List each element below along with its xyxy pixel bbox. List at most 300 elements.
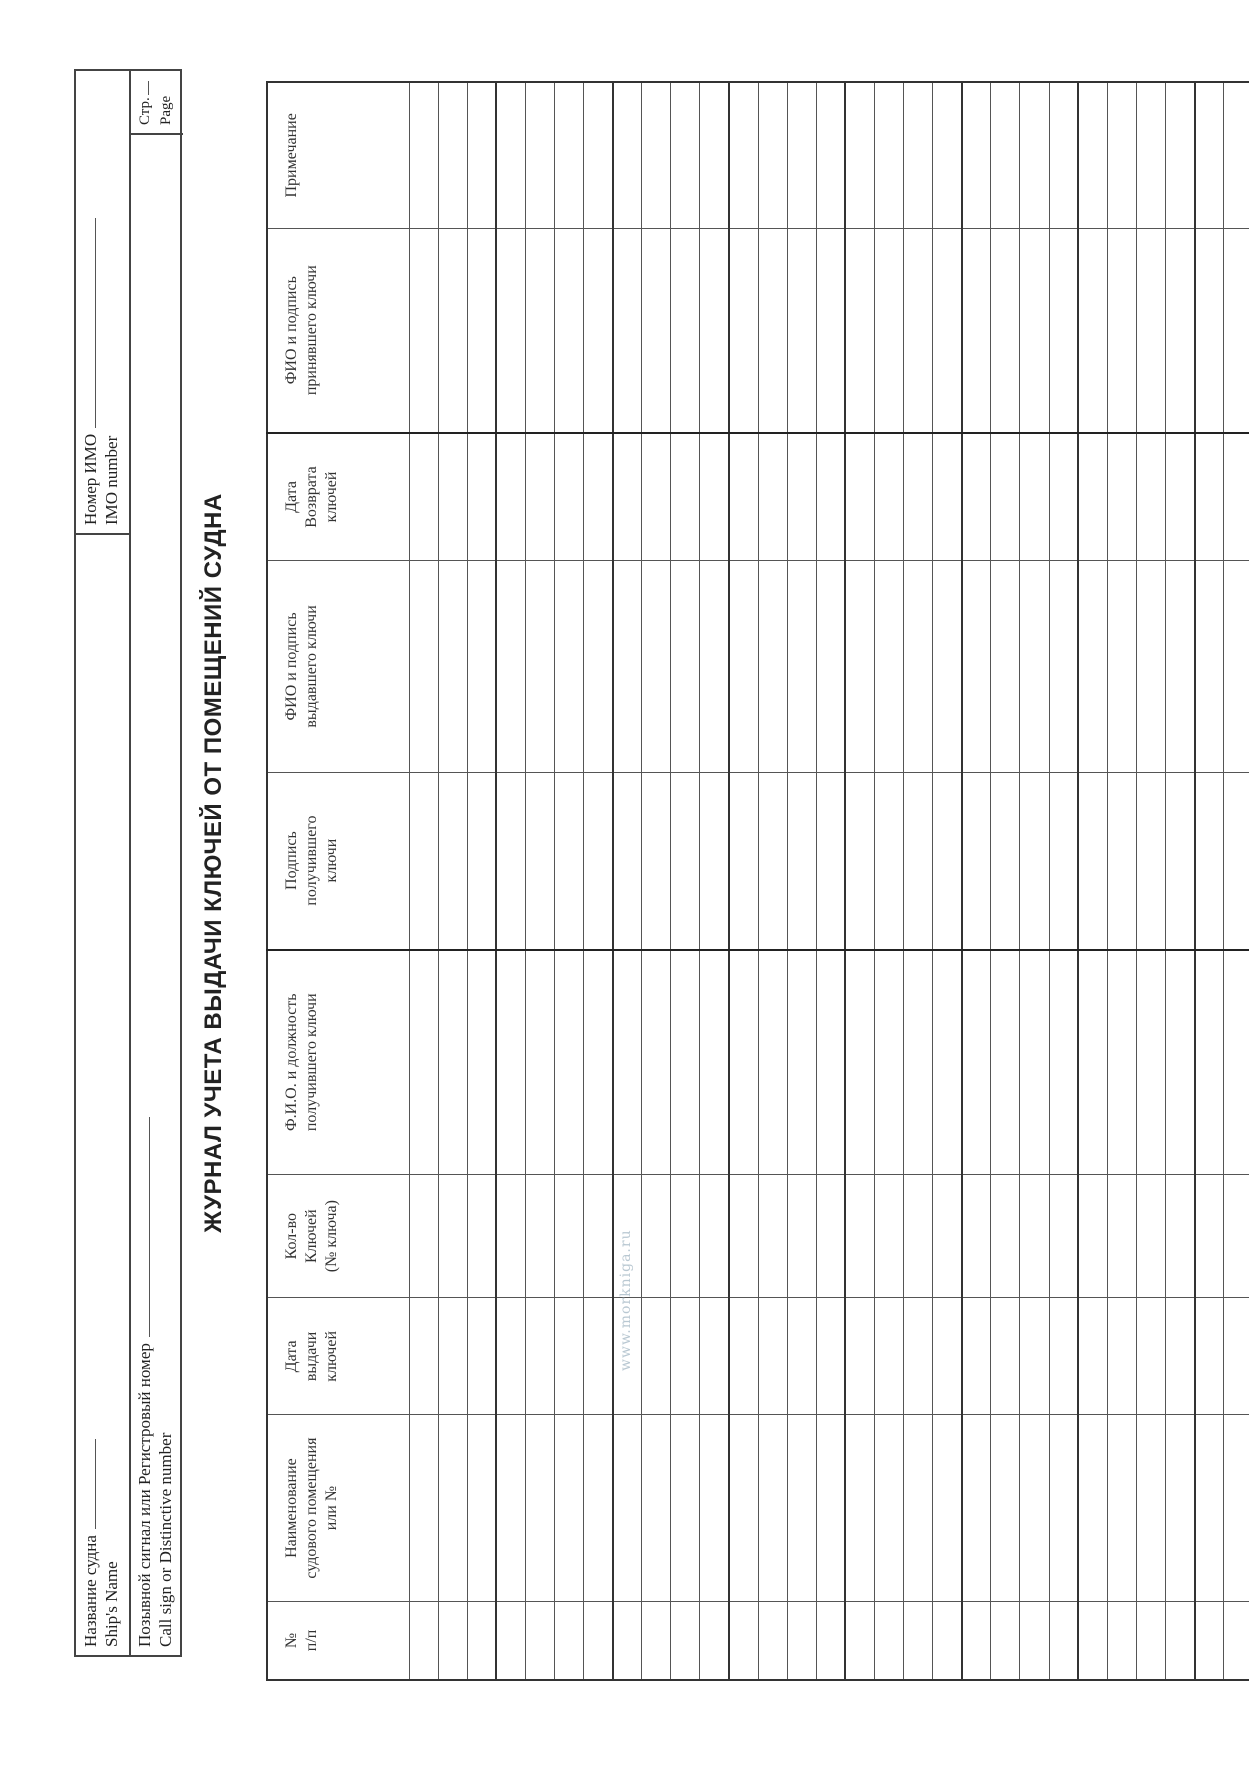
- table-cell[interactable]: [496, 950, 525, 1175]
- table-cell[interactable]: [962, 1174, 991, 1298]
- table-cell[interactable]: [554, 561, 583, 772]
- table-cell[interactable]: [1078, 1298, 1107, 1415]
- table-cell[interactable]: [1107, 1298, 1136, 1415]
- table-cell[interactable]: [1165, 772, 1194, 950]
- table-cell[interactable]: [525, 1415, 554, 1602]
- table-cell[interactable]: [933, 82, 962, 228]
- table-cell[interactable]: [1107, 1174, 1136, 1298]
- table-cell[interactable]: [525, 1601, 554, 1680]
- table-cell[interactable]: [642, 82, 671, 228]
- table-cell[interactable]: [467, 228, 496, 433]
- table-cell[interactable]: [875, 1298, 904, 1415]
- table-cell[interactable]: [700, 1601, 729, 1680]
- table-cell[interactable]: [991, 1601, 1020, 1680]
- table-cell[interactable]: [845, 228, 874, 433]
- table-cell[interactable]: [584, 82, 613, 228]
- table-cell[interactable]: [787, 433, 816, 561]
- table-cell[interactable]: [816, 561, 845, 772]
- table-cell[interactable]: [496, 1601, 525, 1680]
- table-cell[interactable]: [1107, 561, 1136, 772]
- table-cell[interactable]: [671, 82, 700, 228]
- table-cell[interactable]: [875, 950, 904, 1175]
- table-cell[interactable]: [671, 228, 700, 433]
- table-cell[interactable]: [1165, 561, 1194, 772]
- table-cell[interactable]: [845, 950, 874, 1175]
- table-cell[interactable]: [496, 82, 525, 228]
- table-cell[interactable]: [991, 772, 1020, 950]
- table-cell[interactable]: [729, 1174, 758, 1298]
- table-cell[interactable]: [700, 1174, 729, 1298]
- call-sign-label-en: Call sign or Distinctive number: [156, 1432, 175, 1647]
- table-cell[interactable]: [1020, 561, 1049, 772]
- table-cell[interactable]: [933, 1415, 962, 1602]
- table-cell[interactable]: [1165, 228, 1194, 433]
- table-cell[interactable]: [1136, 1415, 1165, 1602]
- table-cell[interactable]: [991, 1174, 1020, 1298]
- table-cell[interactable]: [642, 950, 671, 1175]
- table-cell[interactable]: [991, 1298, 1020, 1415]
- table-cell[interactable]: [438, 1415, 467, 1602]
- table-cell[interactable]: [1049, 1298, 1078, 1415]
- imo-number-field[interactable]: [76, 71, 129, 535]
- table-cell[interactable]: [438, 950, 467, 1175]
- table-cell[interactable]: [584, 772, 613, 950]
- table-cell[interactable]: [438, 82, 467, 228]
- table-cell[interactable]: [729, 228, 758, 433]
- table-cell[interactable]: [816, 772, 845, 950]
- table-cell[interactable]: [1195, 950, 1224, 1175]
- table-cell[interactable]: [496, 1415, 525, 1602]
- table-cell[interactable]: [1049, 228, 1078, 433]
- table-cell[interactable]: [904, 433, 933, 561]
- table-cell[interactable]: [1078, 950, 1107, 1175]
- table-cell[interactable]: [1107, 1415, 1136, 1602]
- table-cell[interactable]: [758, 1415, 787, 1602]
- table-cell[interactable]: [467, 1174, 496, 1298]
- table-cell[interactable]: [1049, 772, 1078, 950]
- table-cell[interactable]: [1224, 1174, 1249, 1298]
- table-cell[interactable]: [1195, 82, 1224, 228]
- table-cell[interactable]: [496, 1298, 525, 1415]
- table-cell[interactable]: [496, 433, 525, 561]
- table-cell[interactable]: [554, 228, 583, 433]
- table-cell[interactable]: [671, 772, 700, 950]
- table-cell[interactable]: [554, 1415, 583, 1602]
- table-cell[interactable]: [584, 561, 613, 772]
- table-cell[interactable]: [1020, 433, 1049, 561]
- table-cell[interactable]: [1078, 228, 1107, 433]
- table-cell[interactable]: [729, 1601, 758, 1680]
- table-row: [613, 82, 642, 1680]
- table-cell[interactable]: [642, 433, 671, 561]
- table-cell[interactable]: [933, 772, 962, 950]
- table-cell[interactable]: [875, 1601, 904, 1680]
- page-number-field[interactable]: [130, 71, 183, 135]
- table-cell[interactable]: [1020, 772, 1049, 950]
- table-cell[interactable]: [816, 1415, 845, 1602]
- table-cell[interactable]: [933, 1601, 962, 1680]
- table-cell[interactable]: [904, 1601, 933, 1680]
- table-cell[interactable]: [409, 1298, 438, 1415]
- table-cell[interactable]: [875, 1174, 904, 1298]
- table-cell[interactable]: [671, 433, 700, 561]
- table-cell[interactable]: [933, 950, 962, 1175]
- table-cell[interactable]: [467, 950, 496, 1175]
- table-cell[interactable]: [904, 1298, 933, 1415]
- table-cell[interactable]: [409, 1415, 438, 1602]
- table-cell[interactable]: [875, 82, 904, 228]
- table-cell[interactable]: [787, 82, 816, 228]
- table-cell[interactable]: [700, 1298, 729, 1415]
- table-cell[interactable]: [962, 228, 991, 433]
- table-cell[interactable]: [409, 561, 438, 772]
- table-cell[interactable]: [554, 1298, 583, 1415]
- table-cell[interactable]: [845, 1601, 874, 1680]
- table-cell[interactable]: [584, 1298, 613, 1415]
- table-cell[interactable]: [787, 950, 816, 1175]
- table-cell[interactable]: [875, 228, 904, 433]
- table-cell[interactable]: [525, 433, 554, 561]
- table-cell[interactable]: [787, 1174, 816, 1298]
- table-cell[interactable]: [1078, 82, 1107, 228]
- table-cell[interactable]: [1049, 433, 1078, 561]
- table-cell[interactable]: [787, 1298, 816, 1415]
- table-cell[interactable]: [554, 433, 583, 561]
- table-cell[interactable]: [845, 1415, 874, 1602]
- table-cell[interactable]: [1165, 1415, 1194, 1602]
- table-cell[interactable]: [962, 1415, 991, 1602]
- table-cell[interactable]: [642, 1298, 671, 1415]
- table-cell[interactable]: [642, 1601, 671, 1680]
- table-cell[interactable]: [1224, 433, 1249, 561]
- table-cell[interactable]: [845, 1298, 874, 1415]
- table-cell[interactable]: [1078, 1415, 1107, 1602]
- table-cell[interactable]: [758, 1174, 787, 1298]
- table-cell[interactable]: [758, 433, 787, 561]
- table-cell[interactable]: [496, 772, 525, 950]
- table-cell[interactable]: [613, 950, 642, 1175]
- table-cell[interactable]: [1195, 1174, 1224, 1298]
- table-cell[interactable]: [991, 433, 1020, 561]
- table-cell[interactable]: [584, 1415, 613, 1602]
- table-cell[interactable]: [1107, 228, 1136, 433]
- table-cell[interactable]: [1195, 228, 1224, 433]
- table-cell[interactable]: [642, 228, 671, 433]
- table-cell[interactable]: [1107, 82, 1136, 228]
- table-cell[interactable]: [787, 772, 816, 950]
- table-cell[interactable]: [1224, 561, 1249, 772]
- table-cell[interactable]: [671, 950, 700, 1175]
- table-cell[interactable]: [962, 1601, 991, 1680]
- table-cell[interactable]: [554, 1601, 583, 1680]
- table-cell[interactable]: [933, 1174, 962, 1298]
- table-cell[interactable]: [496, 228, 525, 433]
- table-cell[interactable]: [584, 1601, 613, 1680]
- table-cell[interactable]: [845, 772, 874, 950]
- table-cell[interactable]: [904, 228, 933, 433]
- table-cell[interactable]: [1224, 1415, 1249, 1602]
- table-cell[interactable]: [758, 1298, 787, 1415]
- table-cell[interactable]: [991, 82, 1020, 228]
- table-cell[interactable]: [1049, 82, 1078, 228]
- table-cell[interactable]: [729, 561, 758, 772]
- table-cell[interactable]: [467, 1601, 496, 1680]
- table-cell[interactable]: [671, 561, 700, 772]
- table-cell[interactable]: [962, 433, 991, 561]
- table-cell[interactable]: [1136, 772, 1165, 950]
- table-cell[interactable]: [991, 561, 1020, 772]
- table-cell[interactable]: [1078, 1174, 1107, 1298]
- table-cell[interactable]: [904, 950, 933, 1175]
- table-cell[interactable]: [787, 1601, 816, 1680]
- table-cell[interactable]: [1136, 1298, 1165, 1415]
- table-cell[interactable]: [613, 433, 642, 561]
- table-cell[interactable]: [1107, 433, 1136, 561]
- header-row-ship: [76, 71, 131, 1655]
- table-cell[interactable]: [991, 1415, 1020, 1602]
- table-cell[interactable]: [758, 1601, 787, 1680]
- table-cell[interactable]: [875, 433, 904, 561]
- table-cell[interactable]: [671, 1174, 700, 1298]
- table-cell[interactable]: [1020, 1415, 1049, 1602]
- table-cell[interactable]: [584, 950, 613, 1175]
- table-cell[interactable]: [962, 561, 991, 772]
- table-cell[interactable]: [496, 1174, 525, 1298]
- table-cell[interactable]: [1136, 950, 1165, 1175]
- table-cell[interactable]: [1020, 950, 1049, 1175]
- table-cell[interactable]: [1049, 950, 1078, 1175]
- table-cell[interactable]: [642, 1415, 671, 1602]
- table-cell[interactable]: [1136, 433, 1165, 561]
- table-cell[interactable]: [1195, 772, 1224, 950]
- table-cell[interactable]: [700, 950, 729, 1175]
- table-cell[interactable]: [904, 1174, 933, 1298]
- table-row: [1107, 82, 1136, 1680]
- table-cell[interactable]: [1224, 1601, 1249, 1680]
- table-cell[interactable]: [1020, 1601, 1049, 1680]
- table-cell[interactable]: [671, 1298, 700, 1415]
- table-cell[interactable]: [409, 433, 438, 561]
- table-cell[interactable]: [758, 561, 787, 772]
- table-cell[interactable]: [525, 1174, 554, 1298]
- table-cell[interactable]: [816, 82, 845, 228]
- table-cell[interactable]: [758, 82, 787, 228]
- table-cell[interactable]: [642, 561, 671, 772]
- table-cell[interactable]: [554, 950, 583, 1175]
- table-cell[interactable]: [787, 228, 816, 433]
- table-cell[interactable]: [1165, 1174, 1194, 1298]
- table-cell[interactable]: [904, 82, 933, 228]
- table-cell[interactable]: [1224, 1298, 1249, 1415]
- header-row-call-sign: [130, 71, 183, 1655]
- table-cell[interactable]: [1078, 1601, 1107, 1680]
- table-cell[interactable]: [438, 561, 467, 772]
- table-cell[interactable]: [642, 1174, 671, 1298]
- table-cell[interactable]: [1078, 772, 1107, 950]
- table-header-row: [267, 82, 409, 1680]
- table-cell[interactable]: [845, 433, 874, 561]
- table-cell[interactable]: [671, 1601, 700, 1680]
- table-cell[interactable]: [962, 950, 991, 1175]
- table-cell[interactable]: [525, 228, 554, 433]
- table-cell[interactable]: [1078, 433, 1107, 561]
- table-cell[interactable]: [758, 228, 787, 433]
- table-cell[interactable]: [729, 82, 758, 228]
- table-cell[interactable]: [409, 82, 438, 228]
- table-cell[interactable]: [816, 950, 845, 1175]
- table-cell[interactable]: [1136, 1601, 1165, 1680]
- call-sign-field[interactable]: [130, 135, 183, 1655]
- table-cell[interactable]: [904, 772, 933, 950]
- table-cell[interactable]: [438, 228, 467, 433]
- table-cell[interactable]: [584, 433, 613, 561]
- table-cell[interactable]: [816, 228, 845, 433]
- table-cell[interactable]: [525, 82, 554, 228]
- table-cell[interactable]: [962, 82, 991, 228]
- table-cell[interactable]: [467, 561, 496, 772]
- table-cell[interactable]: [700, 433, 729, 561]
- table-cell[interactable]: [700, 772, 729, 950]
- table-cell[interactable]: [1195, 561, 1224, 772]
- table-cell[interactable]: [933, 1298, 962, 1415]
- table-cell[interactable]: [962, 1298, 991, 1415]
- table-cell[interactable]: [904, 561, 933, 772]
- table-cell[interactable]: [700, 561, 729, 772]
- table-cell[interactable]: [787, 561, 816, 772]
- table-cell[interactable]: [933, 228, 962, 433]
- table-cell[interactable]: [671, 1415, 700, 1602]
- table-cell[interactable]: [1195, 1601, 1224, 1680]
- table-cell[interactable]: [729, 433, 758, 561]
- table-cell[interactable]: [438, 1174, 467, 1298]
- table-cell[interactable]: [933, 561, 962, 772]
- table-cell[interactable]: [584, 1174, 613, 1298]
- table-cell[interactable]: [729, 1298, 758, 1415]
- table-cell[interactable]: [438, 1298, 467, 1415]
- key-issue-log-table: [266, 81, 1249, 1681]
- table-cell[interactable]: [904, 1415, 933, 1602]
- table-cell[interactable]: [816, 433, 845, 561]
- table-cell[interactable]: [991, 950, 1020, 1175]
- table-cell[interactable]: [1165, 433, 1194, 561]
- table-cell[interactable]: [496, 561, 525, 772]
- table-cell[interactable]: [729, 1415, 758, 1602]
- table-cell[interactable]: [962, 772, 991, 950]
- table-cell[interactable]: [613, 1601, 642, 1680]
- table-cell[interactable]: [845, 82, 874, 228]
- table-cell[interactable]: [1049, 1415, 1078, 1602]
- table-cell[interactable]: [816, 1601, 845, 1680]
- table-cell[interactable]: [816, 1174, 845, 1298]
- table-cell[interactable]: [409, 1174, 438, 1298]
- table-cell[interactable]: [613, 772, 642, 950]
- table-cell[interactable]: [525, 561, 554, 772]
- table-cell[interactable]: [816, 1298, 845, 1415]
- table-cell[interactable]: [787, 1415, 816, 1602]
- table-cell[interactable]: [409, 772, 438, 950]
- table-cell[interactable]: [467, 772, 496, 950]
- table-cell[interactable]: [1165, 950, 1194, 1175]
- table-cell[interactable]: [1165, 82, 1194, 228]
- table-cell[interactable]: [1049, 561, 1078, 772]
- table-cell[interactable]: [613, 82, 642, 228]
- table-cell[interactable]: [1020, 82, 1049, 228]
- table-cell[interactable]: [409, 950, 438, 1175]
- table-cell[interactable]: [554, 1174, 583, 1298]
- table-cell[interactable]: [467, 1298, 496, 1415]
- table-cell[interactable]: [1107, 772, 1136, 950]
- table-cell[interactable]: [1165, 1298, 1194, 1415]
- table-cell[interactable]: [1136, 228, 1165, 433]
- table-cell[interactable]: [1224, 228, 1249, 433]
- table-cell[interactable]: [875, 772, 904, 950]
- table-cell[interactable]: [1020, 1174, 1049, 1298]
- ship-name-field[interactable]: [76, 535, 129, 1655]
- table-cell[interactable]: [1195, 433, 1224, 561]
- table-cell[interactable]: [438, 772, 467, 950]
- table-cell[interactable]: [1224, 82, 1249, 228]
- table-cell[interactable]: [642, 772, 671, 950]
- table-cell[interactable]: [875, 1415, 904, 1602]
- table-cell[interactable]: [467, 82, 496, 228]
- table-cell[interactable]: [613, 1415, 642, 1602]
- table-cell[interactable]: [991, 228, 1020, 433]
- table-cell[interactable]: [1136, 561, 1165, 772]
- table-cell[interactable]: [467, 1415, 496, 1602]
- table-cell[interactable]: [729, 950, 758, 1175]
- table-cell[interactable]: [554, 772, 583, 950]
- table-cell[interactable]: [933, 433, 962, 561]
- table-cell[interactable]: [845, 1174, 874, 1298]
- table-cell[interactable]: [1165, 1601, 1194, 1680]
- table-cell[interactable]: [525, 1298, 554, 1415]
- table-cell[interactable]: [1020, 1298, 1049, 1415]
- table-cell[interactable]: [525, 772, 554, 950]
- table-cell[interactable]: [554, 82, 583, 228]
- table-cell[interactable]: [1195, 1298, 1224, 1415]
- table-cell[interactable]: [438, 433, 467, 561]
- table-cell[interactable]: [1136, 1174, 1165, 1298]
- table-cell[interactable]: [845, 561, 874, 772]
- table-cell[interactable]: [584, 228, 613, 433]
- table-cell[interactable]: [700, 1415, 729, 1602]
- table-cell[interactable]: [409, 1601, 438, 1680]
- table-cell[interactable]: [1049, 1601, 1078, 1680]
- table-cell[interactable]: [1049, 1174, 1078, 1298]
- table-cell[interactable]: [700, 228, 729, 433]
- table-cell[interactable]: [700, 82, 729, 228]
- table-cell[interactable]: [1107, 1601, 1136, 1680]
- table-cell[interactable]: [729, 772, 758, 950]
- table-cell[interactable]: [1224, 950, 1249, 1175]
- table-cell[interactable]: [1020, 228, 1049, 433]
- table-cell[interactable]: [1224, 772, 1249, 950]
- table-cell[interactable]: [525, 950, 554, 1175]
- table-cell[interactable]: [409, 228, 438, 433]
- table-cell[interactable]: [758, 772, 787, 950]
- table-cell[interactable]: [758, 950, 787, 1175]
- table-cell[interactable]: [613, 561, 642, 772]
- imo-label-en: IMO number: [102, 435, 121, 525]
- table-cell[interactable]: [613, 228, 642, 433]
- table-cell[interactable]: [1107, 950, 1136, 1175]
- table-cell[interactable]: [1195, 1415, 1224, 1602]
- table-cell[interactable]: [875, 561, 904, 772]
- table-cell[interactable]: [438, 1601, 467, 1680]
- table-cell[interactable]: [1136, 82, 1165, 228]
- table-cell[interactable]: [1078, 561, 1107, 772]
- table-cell[interactable]: [467, 433, 496, 561]
